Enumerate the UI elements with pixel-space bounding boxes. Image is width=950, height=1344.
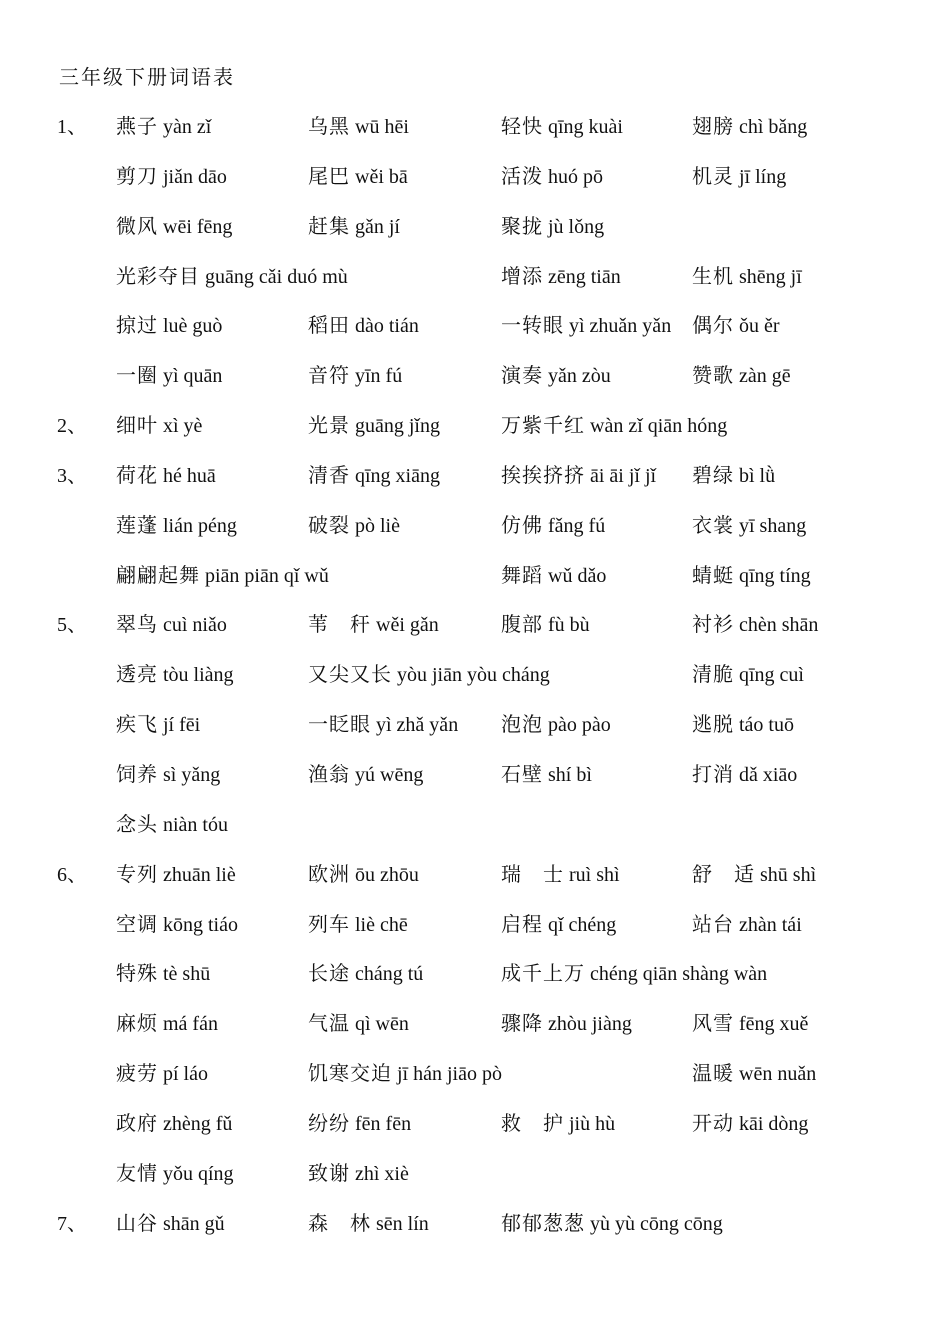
word-hanzi: 莲蓬 (116, 514, 158, 537)
word-hanzi: 乌黑 (308, 116, 350, 138)
word-pinyin: tè shū (163, 963, 211, 986)
word-hanzi: 列车 (308, 913, 350, 936)
word-pinyin: wū hēi (355, 116, 409, 138)
word-pinyin: wěi bā (355, 165, 408, 188)
word-pinyin: qīng kuài (548, 116, 623, 138)
word-hanzi: 气温 (308, 1013, 350, 1036)
word-pinyin: wěi gǎn (376, 614, 439, 637)
word-hanzi: 致谢 (308, 1162, 350, 1185)
vocab-entry (692, 1060, 816, 1088)
word-pinyin: wēn nuǎn (739, 1063, 817, 1086)
vocab-entry (692, 362, 791, 390)
vocab-entry (116, 861, 236, 889)
word-pinyin: shū shì (760, 863, 817, 886)
word-pinyin: shí bì (548, 763, 592, 786)
vocab-entry (692, 512, 806, 540)
word-pinyin: chéng qiān shàng wàn (590, 963, 768, 986)
word-hanzi: 衬衫 (692, 614, 734, 637)
vocab-entry (692, 711, 794, 739)
vocab-row (0, 811, 950, 861)
word-hanzi: 挨挨挤挤 (501, 464, 585, 487)
word-hanzi: 启程 (501, 913, 543, 936)
vocab-entry (308, 861, 419, 889)
word-pinyin: lián péng (163, 514, 237, 537)
vocab-row (0, 562, 950, 612)
word-pinyin: jiù hù (569, 1112, 616, 1135)
word-hanzi: 剪刀 (116, 165, 158, 188)
vocab-entry (501, 213, 604, 241)
word-hanzi: 森 林 (308, 1212, 371, 1235)
vocab-entry (501, 911, 616, 939)
word-hanzi: 燕子 (116, 116, 158, 138)
vocab-entry (116, 661, 234, 689)
word-pinyin: jù lǒng (548, 215, 605, 238)
word-hanzi: 特殊 (116, 963, 158, 986)
word-hanzi: 疾飞 (116, 714, 158, 737)
word-pinyin: yàn zǐ (163, 116, 212, 138)
word-hanzi: 光景 (308, 415, 350, 438)
word-pinyin: pò liè (355, 514, 400, 537)
word-hanzi: 衣裳 (692, 514, 734, 537)
word-hanzi: 空调 (116, 913, 158, 936)
vocab-row (0, 611, 950, 661)
word-pinyin: sēn lín (376, 1212, 429, 1235)
word-hanzi: 音符 (308, 365, 350, 388)
vocab-entry (116, 1160, 234, 1188)
vocab-entry (116, 462, 216, 490)
vocab-entry (308, 412, 440, 440)
vocab-row (0, 1110, 950, 1160)
word-pinyin: jī hán jiāo pò (397, 1063, 502, 1086)
word-pinyin: wēi fēng (163, 215, 233, 238)
word-hanzi: 演奏 (501, 365, 543, 388)
word-pinyin: zhòu jiàng (548, 1013, 632, 1036)
vocab-row (0, 1210, 950, 1260)
word-hanzi: 透亮 (116, 664, 158, 687)
vocab-entry (501, 711, 611, 739)
vocab-entry (308, 611, 439, 639)
word-pinyin: yì quān (163, 365, 223, 388)
vocab-entry (308, 163, 408, 191)
word-hanzi: 一转眼 (501, 315, 564, 338)
word-hanzi: 微风 (116, 215, 158, 238)
word-hanzi: 聚拢 (501, 215, 543, 238)
word-pinyin: dào tián (355, 315, 419, 338)
word-hanzi: 机灵 (692, 165, 734, 188)
vocab-row (0, 163, 950, 213)
word-hanzi: 风雪 (692, 1013, 734, 1036)
lesson-number: 5、 (57, 614, 87, 637)
lesson-number: 6、 (57, 863, 87, 886)
vocab-entry (116, 611, 227, 639)
vocab-entry (501, 861, 620, 889)
word-pinyin: yì zhǎ yǎn (376, 714, 459, 737)
word-hanzi: 尾巴 (308, 165, 350, 188)
vocab-entry (692, 113, 807, 141)
word-hanzi: 石壁 (501, 763, 543, 786)
word-pinyin: gǎn jí (355, 215, 400, 238)
word-pinyin: shān gǔ (163, 1212, 225, 1235)
word-pinyin: má fán (163, 1013, 218, 1036)
word-pinyin: niàn tóu (163, 813, 228, 836)
vocab-row (0, 1160, 950, 1210)
word-hanzi: 成千上万 (501, 963, 585, 986)
vocab-entry (501, 462, 656, 490)
word-pinyin: shēng jī (739, 265, 802, 288)
vocab-entry (692, 562, 811, 590)
vocab-entry (308, 362, 402, 390)
word-hanzi: 打消 (692, 763, 734, 786)
vocab-entry (692, 911, 802, 939)
vocab-entry (308, 512, 400, 540)
word-pinyin: qì wēn (355, 1013, 409, 1036)
vocab-row (0, 512, 950, 562)
word-hanzi: 渔翁 (308, 763, 350, 786)
vocab-row (0, 911, 950, 961)
word-pinyin: tòu liàng (163, 664, 234, 687)
word-pinyin: pí láo (163, 1063, 208, 1086)
word-pinyin: hé huā (163, 464, 216, 487)
vocab-entry (692, 611, 818, 639)
vocab-entry (501, 761, 592, 789)
vocab-entry (308, 462, 440, 490)
vocab-entry (116, 113, 211, 141)
word-hanzi: 开动 (692, 1112, 734, 1135)
word-pinyin: cháng tú (355, 963, 424, 986)
word-pinyin: ǒu ěr (739, 315, 780, 338)
vocab-entry (501, 312, 671, 340)
vocab-row (0, 861, 950, 911)
vocab-row (0, 1060, 950, 1110)
vocab-entry (116, 512, 237, 540)
word-hanzi: 友情 (116, 1162, 158, 1185)
word-hanzi: 增添 (501, 265, 543, 288)
word-pinyin: luè guò (163, 315, 223, 338)
vocab-entry (116, 960, 210, 988)
word-hanzi: 赞歌 (692, 365, 734, 388)
word-hanzi: 翩翩起舞 (116, 564, 200, 587)
page-title: 三年级下册词语表 (59, 67, 235, 89)
word-pinyin: jí fēi (163, 714, 201, 737)
word-pinyin: fēng xuě (739, 1013, 809, 1036)
word-pinyin: chèn shān (739, 614, 819, 637)
vocab-row (0, 960, 950, 1010)
word-pinyin: qīng cuì (739, 664, 804, 687)
vocab-row (0, 263, 950, 313)
word-hanzi: 腹部 (501, 614, 543, 637)
lesson-number: 2、 (57, 415, 87, 438)
word-hanzi: 一眨眼 (308, 714, 371, 737)
vocab-entry (116, 213, 232, 241)
vocabulary-list (0, 113, 950, 1259)
vocab-entry (116, 1210, 225, 1238)
vocab-row (0, 312, 950, 362)
word-hanzi: 一圈 (116, 365, 158, 388)
word-hanzi: 舒 适 (692, 863, 755, 886)
word-hanzi: 山谷 (116, 1212, 158, 1235)
vocab-entry (501, 1110, 615, 1138)
word-hanzi: 又尖又长 (308, 664, 392, 687)
vocab-row (0, 113, 950, 163)
vocab-entry (308, 661, 550, 689)
vocab-entry (501, 1210, 723, 1238)
vocab-row (0, 462, 950, 512)
word-hanzi: 翠鸟 (116, 614, 158, 637)
word-pinyin: guāng cǎi duó mù (205, 265, 348, 288)
vocab-entry (116, 412, 202, 440)
vocab-entry (308, 711, 458, 739)
vocab-entry (692, 263, 802, 291)
word-pinyin: yú wēng (355, 763, 424, 786)
word-pinyin: zàn gē (739, 365, 791, 388)
vocab-entry (692, 1110, 808, 1138)
word-pinyin: dǎ xiāo (739, 763, 798, 786)
vocab-entry (692, 1010, 808, 1038)
word-hanzi: 舞蹈 (501, 564, 543, 587)
vocab-entry (116, 562, 329, 590)
word-hanzi: 偶尔 (692, 315, 734, 338)
vocab-entry (501, 113, 623, 141)
vocab-entry (116, 911, 238, 939)
vocab-row (0, 761, 950, 811)
word-pinyin: fǎng fú (548, 514, 606, 537)
word-hanzi: 政府 (116, 1112, 158, 1135)
word-hanzi: 念头 (116, 813, 158, 836)
lesson-number: 7、 (57, 1212, 87, 1235)
word-hanzi: 长途 (308, 963, 350, 986)
word-pinyin: fēn fēn (355, 1112, 412, 1135)
vocab-row (0, 661, 950, 711)
vocab-entry (308, 1010, 409, 1038)
vocab-entry (116, 711, 200, 739)
word-pinyin: yòu jiān yòu cháng (397, 664, 550, 687)
word-pinyin: yù yù cōng cōng (590, 1212, 723, 1235)
word-pinyin: āi āi jǐ jǐ (590, 464, 657, 487)
word-pinyin: zhuān liè (163, 863, 236, 886)
word-pinyin: pào pào (548, 714, 611, 737)
word-hanzi: 救 护 (501, 1112, 564, 1135)
vocab-entry (116, 761, 220, 789)
word-pinyin: yīn fú (355, 365, 403, 388)
word-hanzi: 破裂 (308, 514, 350, 537)
word-pinyin: wàn zǐ qiān hóng (590, 415, 728, 438)
vocab-entry (308, 312, 419, 340)
vocab-entry (692, 861, 816, 889)
vocab-entry (501, 163, 603, 191)
word-hanzi: 仿佛 (501, 514, 543, 537)
word-pinyin: yǎn zòu (548, 365, 611, 388)
word-hanzi: 清脆 (692, 664, 734, 687)
word-hanzi: 清香 (308, 464, 350, 487)
word-pinyin: yī shang (739, 514, 807, 537)
vocab-entry (501, 263, 621, 291)
vocab-entry (308, 1110, 411, 1138)
vocab-entry (501, 412, 727, 440)
vocab-entry (501, 562, 606, 590)
lesson-number: 1、 (57, 116, 87, 138)
word-pinyin: jiǎn dāo (163, 165, 227, 188)
word-pinyin: xì yè (163, 415, 203, 438)
vocab-entry (308, 1060, 502, 1088)
word-pinyin: chì bǎng (739, 116, 808, 138)
vocab-entry (501, 611, 590, 639)
word-hanzi: 轻快 (501, 116, 543, 138)
vocab-entry (692, 462, 775, 490)
vocab-entry (308, 1160, 409, 1188)
vocab-entry (308, 113, 409, 141)
word-pinyin: qǐ chéng (548, 913, 617, 936)
vocab-entry (308, 911, 408, 939)
word-hanzi: 万紫千红 (501, 415, 585, 438)
word-hanzi: 欧洲 (308, 863, 350, 886)
word-hanzi: 翅膀 (692, 116, 734, 138)
vocab-entry (308, 761, 423, 789)
word-pinyin: yǒu qíng (163, 1162, 234, 1185)
word-pinyin: zēng tiān (548, 265, 621, 288)
word-hanzi: 饲养 (116, 763, 158, 786)
word-pinyin: zhèng fǔ (163, 1112, 233, 1135)
word-hanzi: 纷纷 (308, 1112, 350, 1135)
word-pinyin: qīng xiāng (355, 464, 440, 487)
word-hanzi: 活泼 (501, 165, 543, 188)
vocab-entry (501, 362, 611, 390)
word-pinyin: ruì shì (569, 863, 620, 886)
word-pinyin: piān piān qǐ wǔ (205, 564, 329, 587)
word-pinyin: zhì xiè (355, 1162, 409, 1185)
vocab-entry (116, 263, 348, 291)
word-pinyin: qīng tíng (739, 564, 811, 587)
vocab-entry (501, 960, 767, 988)
word-hanzi: 碧绿 (692, 464, 734, 487)
word-hanzi: 光彩夺目 (116, 265, 200, 288)
word-pinyin: huó pō (548, 165, 603, 188)
word-pinyin: sì yǎng (163, 763, 221, 786)
word-hanzi: 细叶 (116, 415, 158, 438)
word-hanzi: 郁郁葱葱 (501, 1212, 585, 1235)
vocab-entry (116, 1010, 218, 1038)
word-hanzi: 麻烦 (116, 1013, 158, 1036)
vocab-entry (116, 1060, 208, 1088)
word-pinyin: jī líng (739, 165, 787, 188)
word-pinyin: yì zhuǎn yǎn (569, 315, 672, 338)
word-pinyin: ōu zhōu (355, 863, 419, 886)
word-hanzi: 站台 (692, 913, 734, 936)
lesson-number: 3、 (57, 464, 87, 487)
vocab-entry (501, 512, 605, 540)
vocab-entry (692, 163, 786, 191)
word-hanzi: 瑞 士 (501, 863, 564, 886)
word-hanzi: 掠过 (116, 315, 158, 338)
word-pinyin: fù bù (548, 614, 590, 637)
word-hanzi: 专列 (116, 863, 158, 886)
vocab-entry (692, 661, 804, 689)
vocab-entry (116, 811, 228, 839)
word-hanzi: 稻田 (308, 315, 350, 338)
vocab-entry (308, 960, 423, 988)
word-hanzi: 温暖 (692, 1063, 734, 1086)
vocab-entry (116, 362, 222, 390)
word-hanzi: 泡泡 (501, 714, 543, 737)
word-hanzi: 逃脱 (692, 714, 734, 737)
word-pinyin: liè chē (355, 913, 408, 936)
vocab-row (0, 412, 950, 462)
word-pinyin: táo tuō (739, 714, 794, 737)
word-hanzi: 疲劳 (116, 1063, 158, 1086)
word-pinyin: cuì niǎo (163, 614, 227, 637)
word-hanzi: 蜻蜓 (692, 564, 734, 587)
word-hanzi: 赶集 (308, 215, 350, 238)
vocab-entry (116, 1110, 232, 1138)
word-hanzi: 饥寒交迫 (308, 1063, 392, 1086)
vocab-entry (308, 213, 400, 241)
word-hanzi: 生机 (692, 265, 734, 288)
vocab-entry (692, 761, 797, 789)
word-pinyin: kāi dòng (739, 1112, 809, 1135)
word-pinyin: guāng jǐng (355, 415, 440, 438)
word-pinyin: kōng tiáo (163, 913, 238, 936)
word-pinyin: bì lǜ (739, 464, 776, 487)
vocab-row (0, 711, 950, 761)
vocab-entry (308, 1210, 429, 1238)
vocab-row (0, 362, 950, 412)
vocab-row (0, 1010, 950, 1060)
word-hanzi: 苇 秆 (308, 614, 371, 637)
vocab-entry (692, 312, 780, 340)
vocab-row (0, 213, 950, 263)
word-pinyin: zhàn tái (739, 913, 802, 936)
vocab-entry (116, 312, 222, 340)
vocab-entry (116, 163, 227, 191)
word-hanzi: 荷花 (116, 464, 158, 487)
vocab-entry (501, 1010, 632, 1038)
word-hanzi: 骤降 (501, 1013, 543, 1036)
word-pinyin: wǔ dǎo (548, 564, 607, 587)
